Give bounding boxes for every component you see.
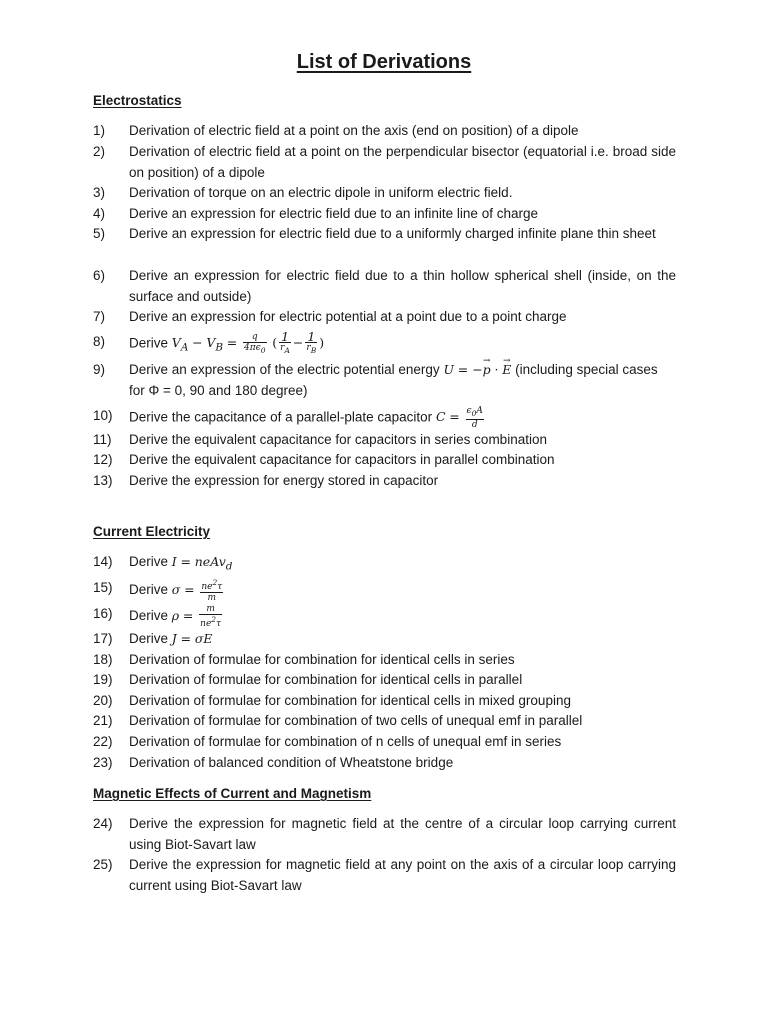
- list-item: [93, 360, 676, 401]
- item-number: 3): [93, 185, 106, 200]
- list-item: [93, 552, 676, 577]
- item-text: Derive the expression for magnetic field at the centre of a circular loop carrying current using Biot-Savart law: [129, 816, 676, 852]
- item-number: 6): [93, 268, 106, 283]
- list-item: [93, 578, 676, 603]
- item-number: 17): [93, 631, 113, 646]
- item-number: 7): [93, 309, 106, 324]
- item-number: 15): [93, 580, 113, 595]
- section-heading-electrostatics: Electrostatics: [93, 93, 182, 108]
- item-text: Derivation of balanced condition of Wheatstone bridge: [129, 755, 454, 770]
- item-number: 25): [93, 857, 113, 872]
- list-item: [93, 307, 676, 328]
- item-number: 9): [93, 362, 106, 377]
- item-text: Derive: [129, 335, 169, 351]
- item-text: Derive: [129, 608, 169, 624]
- potential-difference-formula: $V_A - V_B$ = $\frac{q}{4\pi\epsilon_0}$ ( $\frac{1}{r_A}$ − $\frac{1}{r_B}$ ): [171, 329, 325, 355]
- list-item: [93, 471, 676, 492]
- item-text: Derive an expression of the electric potential energy: [129, 362, 440, 377]
- item-number: 11): [93, 432, 112, 447]
- item-number: 2): [93, 144, 106, 159]
- list-item: [93, 711, 676, 732]
- item-text: Derivation of formulae for combination of two cells of unequal emf in parallel: [129, 713, 583, 728]
- item-text: Derive: [129, 582, 169, 598]
- resistivity-formula: ρ = $\frac{m}{ne^2\tau}$: [171, 604, 222, 629]
- item-number: 5): [93, 226, 106, 241]
- item-text: Derivation of electric field at a point on the perpendicular bisector (equatorial i.e. broad side on position) of a dipole: [129, 144, 676, 180]
- item-text: Derive the equivalent capacitance for capacitors in parallel combination: [129, 452, 555, 467]
- item-text: Derive an expression for electric field due to a thin hollow spherical shell (inside, on the surface and outside): [129, 268, 676, 304]
- item-text: Derive: [129, 631, 169, 646]
- list-item: [93, 450, 676, 471]
- item-text: Derivation of formulae for combination for identical cells in series: [129, 652, 515, 667]
- potential-energy-formula: U = −→ p · → E: [443, 362, 515, 377]
- item-number: 4): [93, 206, 106, 221]
- item-number: 22): [93, 734, 113, 749]
- conductivity-formula: σ = $\frac{ne^2\tau}{m}$: [171, 578, 223, 603]
- item-text: Derive an expression for electric potential at a point due to a point charge: [129, 309, 567, 324]
- item-number: 23): [93, 755, 113, 770]
- item-number: 10): [93, 408, 113, 423]
- item-number: 13): [93, 473, 113, 488]
- current-formula: I = neAv$_d$: [171, 554, 233, 573]
- list-item: [93, 670, 676, 691]
- item-text: Derive an expression for electric field due to an infinite line of charge: [129, 206, 538, 221]
- item-text: Derivation of torque on an electric dipole in uniform electric field.: [129, 185, 513, 200]
- item-text: Derivation of formulae for combination for identical cells in mixed grouping: [129, 693, 571, 708]
- list-item: [93, 604, 676, 629]
- item-text: Derive an expression for electric field due to a uniformly charged infinite plane thin sheet: [129, 226, 656, 241]
- item-text: Derive the capacitance of a parallel-plate capacitor: [129, 409, 433, 425]
- list-item: [93, 650, 676, 671]
- list-item: [93, 121, 676, 142]
- item-text: Derive: [129, 554, 169, 569]
- item-number: 1): [93, 123, 106, 138]
- item-number: 20): [93, 693, 113, 708]
- list-item: [93, 329, 676, 358]
- list-item: [93, 753, 676, 774]
- item-number: 16): [93, 606, 113, 621]
- page-title: List of Derivations: [296, 51, 472, 73]
- list-item: [93, 204, 676, 225]
- list-item: [93, 732, 676, 753]
- item-number: 8): [93, 334, 106, 349]
- list-item: [93, 224, 676, 245]
- list-item: [93, 855, 676, 896]
- item-number: 21): [93, 713, 113, 728]
- item-text: Derive the equivalent capacitance for capacitors in series combination: [129, 432, 547, 447]
- item-text: Derive the expression for magnetic field at any point on the axis of a circular loop carrying current using Biot-Savart law: [129, 857, 676, 893]
- list-item: [93, 430, 676, 451]
- item-text: Derivation of electric field at a point on the axis (end on position) of a dipole: [129, 123, 579, 138]
- list-item: [93, 406, 676, 430]
- list-item: [93, 183, 676, 204]
- item-text-continued: (including special cases for Φ = 0, 90 and 180 degree): [129, 362, 658, 398]
- item-number: 18): [93, 652, 113, 667]
- item-text: Derivation of formulae for combination of n cells of unequal emf in series: [129, 734, 562, 749]
- current-density-formula: J = σE: [171, 631, 213, 646]
- item-number: 14): [93, 554, 113, 569]
- section-heading-current-electricity: Current Electricity: [93, 524, 211, 539]
- item-number: 19): [93, 672, 113, 687]
- item-number: 24): [93, 816, 113, 831]
- list-item: [93, 629, 676, 650]
- list-item: [93, 142, 676, 183]
- list-item: [93, 266, 676, 307]
- list-item: [93, 691, 676, 712]
- item-text: Derive the expression for energy stored in capacitor: [129, 473, 439, 488]
- item-number: 12): [93, 452, 113, 467]
- list-item: [93, 814, 676, 855]
- section-heading-magnetic-effects: Magnetic Effects of Current and Magnetism: [93, 786, 372, 801]
- capacitance-formula: C = $\frac{\epsilon_0A}{d}$: [435, 406, 483, 430]
- item-text: Derivation of formulae for combination for identical cells in parallel: [129, 672, 523, 687]
